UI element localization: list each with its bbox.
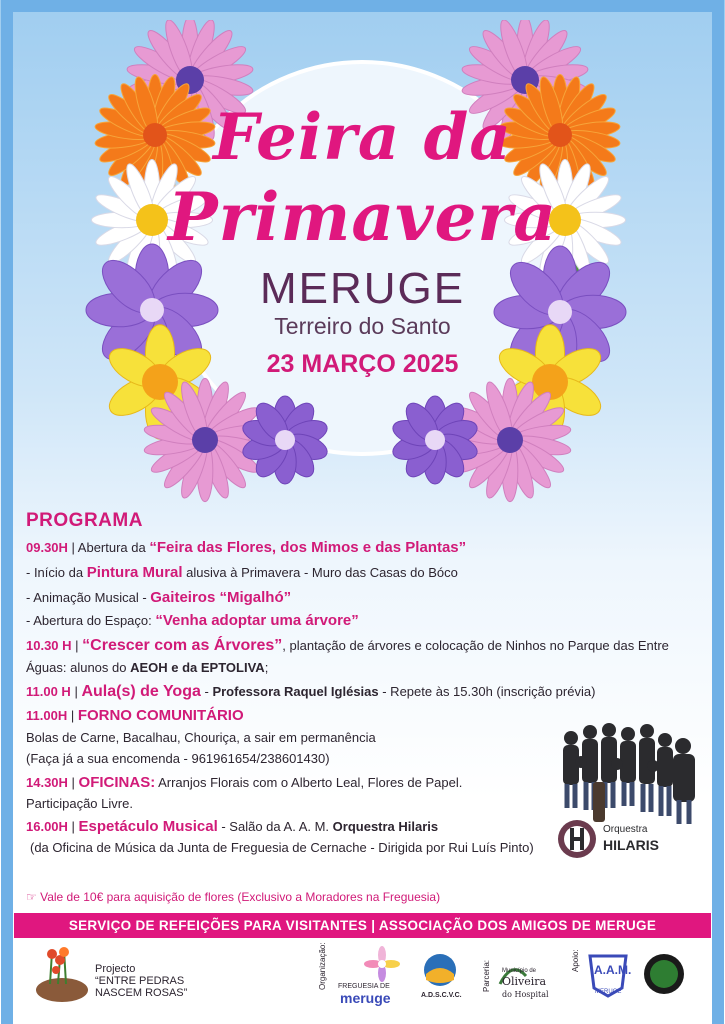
title-line-2: Primavera [168,178,557,256]
program-item-1600-desc: (da Oficina de Música da Junta de Freguesia de Cernache - Dirigida por Rui Luís Pinto) [30,840,534,855]
parceria-label: Parceria: [482,959,491,992]
programa-heading: PROGRAMA [26,510,143,531]
freguesia-logo-text-2: meruge [340,990,391,1006]
program-item-1030-cont: Águas: alunos do AEOH e da EPTOLIVA; [26,660,269,675]
program-item-abertura-espaco: - Abertura do Espaço: “Venha adoptar uma árvore” [26,612,359,629]
orchestra-logo-text-1: Orquestra [603,824,648,835]
municipio-logo-text-2: Oliveira [502,975,547,988]
program-item-pintura: - Início da Pintura Mural alusiva à Primavera - Muro das Casas do Bóco [26,564,458,581]
program-item-forno-encomenda: (Faça já a sua encomenda - 961961654/238601430) [26,751,330,766]
orchestra-logo-text-2: HILARIS [603,837,659,853]
voucher-note: ☞ Vale de 10€ para aquisição de flores (Exclusivo a Moradores na Freguesia) [26,890,441,904]
apoio-label: Apoio: [571,949,580,972]
adscvc-logo-text: A.D.S.C.V.C. [421,992,462,999]
program-item-oficinas-participacao: Participação Livre. [26,796,133,811]
aam-logo-subtext: MERUGE [595,989,622,995]
projecto-caption: Projecto “ENTRE PEDRAS NASCEM ROSAS” [95,963,188,999]
municipio-logo-text-3: do Hospital [502,990,549,999]
program-item-0930: 09.30H | Abertura da “Feira das Flores, dos Mimos e das Plantas” [26,539,467,556]
title-line-1: Feira da [213,100,512,175]
program-item-1100-yoga: 11.00 H | Aula(s) de Yoga - Professora Raquel Iglésias - Repete às 15.30h (inscrição prévia) [26,683,596,700]
program-item-animacao: - Animação Musical - Gaiteiros “Migalhó” [26,589,292,606]
freguesia-logo-text-1: FREGUESIA DE [338,983,390,990]
municipio-logo-text-1: Município de [502,968,537,974]
program-item-1600: 16.00H | Espetáculo Musical - Salão da A. A. M. Orquestra Hilaris [26,818,439,835]
meals-banner: SERVIÇO DE REFEIÇÕES PARA VISITANTES | ASSOCIAÇÃO DOS AMIGOS DE MERUGE [14,913,711,938]
place-name: MERUGE [259,264,466,313]
program-item-1430: 14.30H | OFICINAS: Arranjos Florais com o Alberto Leal, Flores de Papel. [26,774,463,791]
program-item-forno-desc: Bolas de Carne, Bacalhau, Chouriça, a sair em permanência [26,730,376,745]
aam-logo-text: A.A.M. [594,963,632,977]
event-date: 23 MARÇO 2025 [266,350,459,378]
orchestra-photo [557,712,701,830]
venue: Terreiro do Santo [274,313,451,339]
program-item-1030: 10.30 H | “Crescer com as Árvores”, plantação de árvores e colocação de Ninhos no Parque das Entre [26,637,669,654]
organizacao-label: Organização: [318,942,327,990]
program-item-1100-forno: 11.00H | FORNO COMUNITÁRIO [26,707,244,724]
